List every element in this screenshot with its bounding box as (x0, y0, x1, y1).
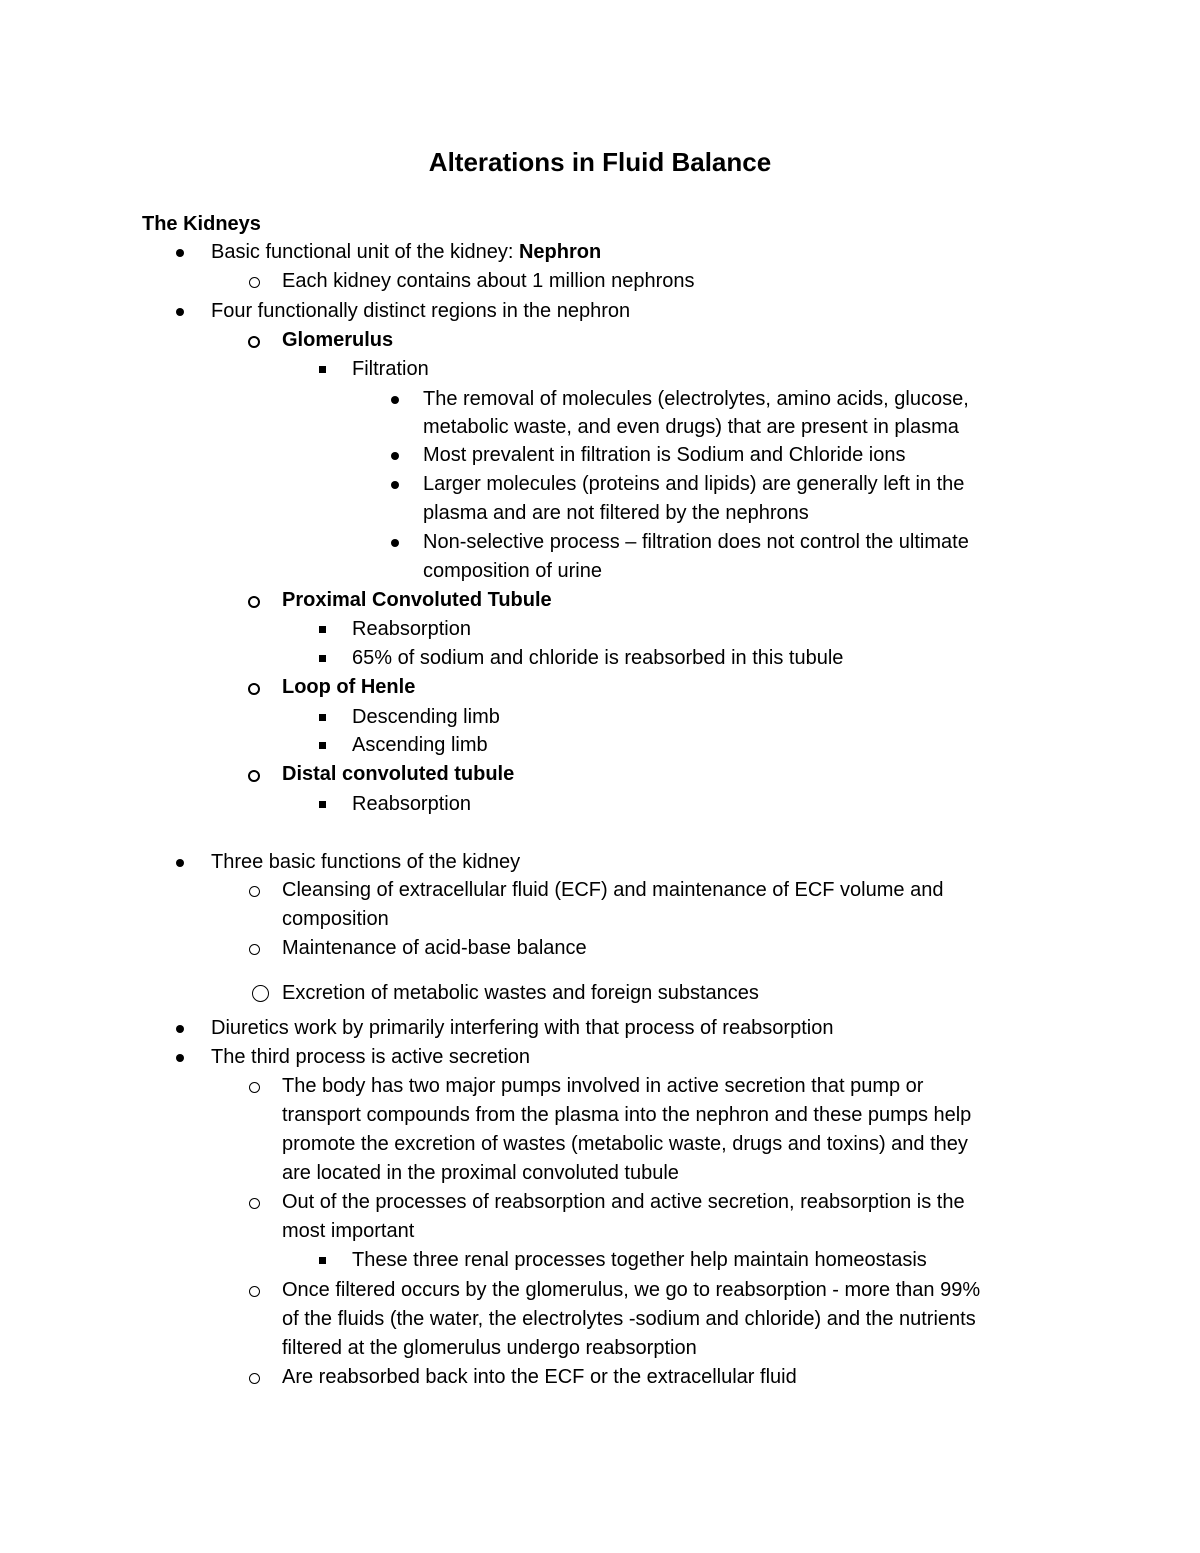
list-item: Diuretics work by primarily interfering with that process of reabsorption (211, 1017, 834, 1039)
list-item-continuation: composition of urine (423, 560, 602, 582)
bullet-square-icon (312, 703, 332, 721)
bullet-circle-icon (244, 326, 264, 348)
list-item: Non-selective process – filtration does not control the ultimate (423, 531, 969, 553)
list-item: 65% of sodium and chloride is reabsorbed in this tubule (352, 647, 844, 669)
bullet-disc-icon (385, 385, 405, 404)
bullet-square-icon (312, 644, 332, 662)
list-item-continuation: of the fluids (the water, the electrolytes -sodium and chloride) and the nutrients (282, 1308, 976, 1330)
bullet-circle-icon (244, 1072, 264, 1093)
list-item-continuation: metabolic waste, and even drugs) that are present in plasma (423, 416, 959, 438)
list-item: Filtration (352, 358, 429, 380)
list-item: Glomerulus (282, 329, 394, 351)
bullet-disc-icon (385, 470, 405, 489)
list-item-continuation: plasma and are not filtered by the nephrons (423, 502, 809, 524)
list-item-continuation: most important (282, 1220, 415, 1242)
list-item: Distal convoluted tubule (282, 763, 515, 785)
list-item: Most prevalent in filtration is Sodium and Chloride ions (423, 444, 906, 466)
list-item: Excretion of metabolic wastes and foreign substances (282, 982, 759, 1004)
bullet-square-icon (312, 790, 332, 808)
list-item: The body has two major pumps involved in active secretion that pump or (282, 1075, 924, 1097)
bullet-square-icon (312, 355, 332, 373)
bullet-circle-icon (244, 1188, 264, 1209)
list-item: Cleansing of extracellular fluid (ECF) and maintenance of ECF volume and (282, 879, 944, 901)
list-item-continuation: promote the excretion of wastes (metabolic waste, drugs and toxins) and they (282, 1133, 968, 1155)
bullet-disc-icon (385, 441, 405, 460)
bullet-circle-icon (244, 1276, 264, 1297)
bullet-circle-icon (250, 979, 270, 1002)
list-item: Once filtered occurs by the glomerulus, we go to reabsorption - more than 99% (282, 1279, 981, 1301)
bullet-disc-icon (385, 528, 405, 547)
bullet-circle-icon (244, 267, 264, 288)
bullet-circle-icon (244, 934, 264, 955)
list-item-continuation: are located in the proximal convoluted tubule (282, 1162, 679, 1184)
bullet-disc-icon (170, 297, 190, 316)
list-item: Four functionally distinct regions in the nephron (211, 300, 631, 322)
list-item: Out of the processes of reabsorption and active secretion, reabsorption is the (282, 1191, 965, 1213)
bullet-circle-icon (244, 876, 264, 897)
list-item: Are reabsorbed back into the ECF or the extracellular fluid (282, 1366, 797, 1388)
list-item: Loop of Henle (282, 676, 416, 698)
list-item: The removal of molecules (electrolytes, amino acids, glucose, (423, 388, 969, 410)
list-item: These three renal processes together help maintain homeostasis (352, 1249, 927, 1271)
bullet-square-icon (312, 731, 332, 749)
bullet-square-icon (312, 615, 332, 633)
bullet-disc-icon (170, 1043, 190, 1062)
list-item: The third process is active secretion (211, 1046, 531, 1068)
list-item: Basic functional unit of the kidney: Nephron (211, 241, 602, 263)
list-item-continuation: transport compounds from the plasma into the nephron and these pumps help (282, 1104, 972, 1126)
bullet-square-icon (312, 1246, 332, 1264)
section-heading: The Kidneys (142, 213, 261, 235)
bullet-disc-icon (170, 1014, 190, 1033)
list-item: Reabsorption (352, 618, 471, 640)
list-item: Maintenance of acid-base balance (282, 937, 587, 959)
bullet-circle-icon (244, 1363, 264, 1384)
bullet-circle-icon (244, 673, 264, 695)
bullet-disc-icon (170, 238, 190, 257)
bullet-circle-icon (244, 586, 264, 608)
page-title: Alterations in Fluid Balance (428, 147, 772, 177)
list-item: Larger molecules (proteins and lipids) are generally left in the (423, 473, 965, 495)
bullet-disc-icon (170, 848, 190, 867)
list-item: Each kidney contains about 1 million nephrons (282, 270, 695, 292)
list-item: Proximal Convoluted Tubule (282, 589, 552, 611)
list-item: Ascending limb (352, 734, 488, 756)
list-item-continuation: filtered at the glomerulus undergo reabsorption (282, 1337, 697, 1359)
list-item-continuation: composition (282, 908, 389, 930)
list-item: Reabsorption (352, 793, 471, 815)
list-item: Three basic functions of the kidney (211, 851, 521, 873)
bullet-circle-icon (244, 760, 264, 782)
list-item: Descending limb (352, 706, 500, 728)
